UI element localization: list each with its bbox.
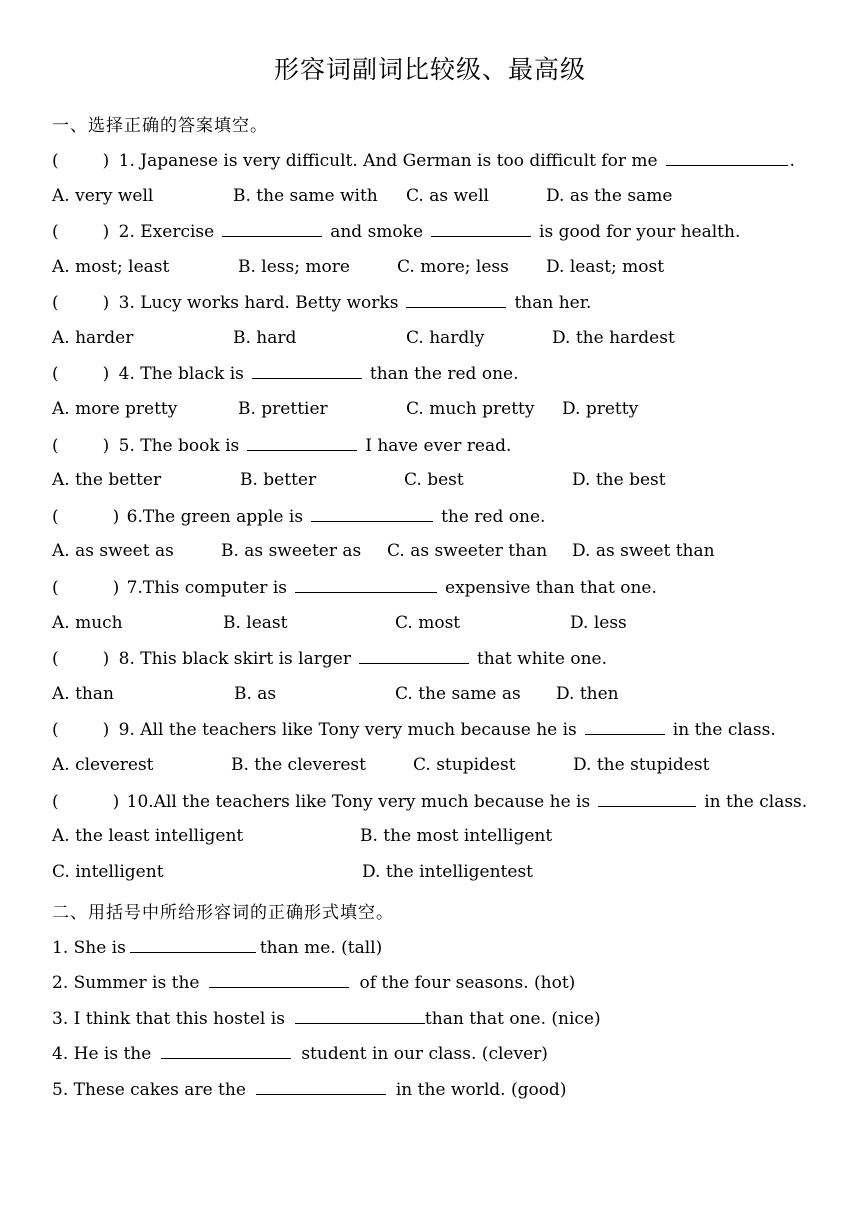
fill-item-2	[52, 971, 575, 994]
fill-item-4-pre: 4. He is the	[52, 1044, 152, 1064]
answer-blank-6[interactable]	[311, 505, 433, 522]
q5-option-d[interactable]: D. the best	[572, 470, 666, 490]
q5-option-a[interactable]: A. the better	[52, 470, 162, 490]
question-4-post: than the red one.	[369, 364, 519, 384]
question-9: ( ) 9. All the teachers like Tony very much because he is in the class.	[52, 720, 776, 740]
question-3-post: than her.	[514, 293, 592, 313]
question-2-post: is good for your health.	[539, 222, 741, 242]
q7-option-b[interactable]: B. least	[223, 613, 288, 633]
q9-option-c[interactable]: C. stupidest	[413, 755, 516, 775]
fill-blank-2[interactable]	[209, 971, 349, 988]
question-7: ( ) 7.This computer is expensive than that one.	[52, 578, 657, 598]
fill-item-5-pre: 5. These cakes are the	[52, 1080, 246, 1100]
question-10: ( ) 10.All the teachers like Tony very much because he is in the class.	[52, 792, 808, 812]
question-2-mid: and smoke	[330, 222, 424, 242]
fill-item-5	[52, 1078, 566, 1101]
q8-option-c[interactable]: C. the same as	[395, 684, 521, 704]
q10-option-d[interactable]: D. the intelligentest	[362, 862, 534, 882]
answer-blank-9[interactable]	[585, 718, 665, 735]
q3-option-b[interactable]: B. hard	[233, 328, 297, 348]
q7-option-d[interactable]: D. less	[570, 613, 627, 633]
question-2-pre: 2. Exercise	[118, 222, 215, 242]
answer-blank-1[interactable]	[666, 149, 788, 166]
question-8-pre: 8. This black skirt is larger	[118, 649, 351, 669]
q2-option-a[interactable]: A. most; least	[52, 257, 170, 277]
fill-blank-3[interactable]	[295, 1007, 425, 1024]
fill-item-4	[52, 1042, 548, 1065]
answer-blank-2b[interactable]	[431, 220, 531, 237]
fill-blank-1[interactable]	[130, 936, 256, 953]
q1-option-b[interactable]: B. the same with	[233, 186, 378, 206]
answer-blank-3[interactable]	[406, 291, 506, 308]
q2-option-d[interactable]: D. least; most	[546, 257, 665, 277]
fill-item-5-post: in the world. (good)	[395, 1080, 567, 1100]
section1-heading: 一、选择正确的答案填空。	[52, 116, 268, 136]
q9-option-b[interactable]: B. the cleverest	[231, 755, 366, 775]
question-2: ( ) 2. Exercise and smoke is good for your health.	[52, 222, 741, 242]
answer-blank-4[interactable]	[252, 362, 362, 379]
question-4-pre: 4. The black is	[118, 364, 244, 384]
question-1-pre: 1. Japanese is very difficult. And German is too difficult for me	[118, 151, 658, 171]
q3-option-a[interactable]: A. harder	[52, 328, 134, 348]
question-6: ( ) 6.The green apple is the red one.	[52, 507, 546, 527]
question-8-post: that white one.	[476, 649, 608, 669]
question-7-post: expensive than that one.	[445, 578, 657, 598]
q6-option-c[interactable]: C. as sweeter than	[387, 541, 548, 561]
q1-option-a[interactable]: A. very well	[52, 186, 154, 206]
question-5-post: I have ever read.	[365, 436, 512, 456]
question-9-post: in the class.	[672, 720, 776, 740]
q9-option-a[interactable]: A. cleverest	[52, 755, 154, 775]
q4-option-d[interactable]: D. pretty	[562, 399, 639, 419]
question-7-pre: 7.This computer is	[126, 578, 288, 598]
answer-blank-5[interactable]	[247, 434, 357, 451]
answer-blank-8[interactable]	[359, 647, 469, 664]
question-5: ( ) 5. The book is I have ever read.	[52, 436, 512, 456]
fill-item-3-post: than that one. (nice)	[424, 1009, 601, 1029]
q10-option-a[interactable]: A. the least intelligent	[52, 826, 244, 846]
q3-option-c[interactable]: C. hardly	[406, 328, 485, 348]
question-9-pre: 9. All the teachers like Tony very much because he is	[118, 720, 577, 740]
fill-item-1-pre: 1. She is	[52, 938, 126, 958]
page-title: 形容词副词比较级、最高级	[273, 55, 586, 84]
q8-option-b[interactable]: B. as	[234, 684, 277, 704]
fill-item-2-pre: 2. Summer is the	[52, 973, 200, 993]
q4-option-a[interactable]: A. more pretty	[52, 399, 178, 419]
q4-option-b[interactable]: B. prettier	[238, 399, 328, 419]
q10-option-b[interactable]: B. the most intelligent	[360, 826, 553, 846]
q6-option-d[interactable]: D. as sweet than	[572, 541, 715, 561]
fill-item-1-post: than me. (tall)	[259, 938, 383, 958]
section2-heading: 二、用括号中所给形容词的正确形式填空。	[52, 903, 394, 923]
answer-blank-2a[interactable]	[222, 220, 322, 237]
question-6-post: the red one.	[441, 507, 546, 527]
question-6-pre: 6.The green apple is	[126, 507, 304, 527]
answer-blank-7[interactable]	[295, 576, 437, 593]
question-4: ( ) 4. The black is than the red one.	[52, 364, 519, 384]
q8-option-a[interactable]: A. than	[52, 684, 114, 704]
question-10-post: in the class.	[704, 792, 808, 812]
fill-item-3	[52, 1007, 601, 1030]
q2-option-c[interactable]: C. more; less	[397, 257, 509, 277]
question-1: ( ) 1. Japanese is very difficult. And German is too difficult for me .	[52, 151, 795, 171]
q5-option-c[interactable]: C. best	[404, 470, 464, 490]
q9-option-d[interactable]: D. the stupidest	[573, 755, 710, 775]
question-3: ( ) 3. Lucy works hard. Betty works than her.	[52, 293, 592, 313]
q7-option-a[interactable]: A. much	[52, 613, 123, 633]
q10-option-c[interactable]: C. intelligent	[52, 862, 164, 882]
q7-option-c[interactable]: C. most	[395, 613, 461, 633]
question-5-pre: 5. The book is	[118, 436, 240, 456]
q1-option-c[interactable]: C. as well	[406, 186, 489, 206]
fill-item-1	[52, 936, 382, 959]
q1-option-d[interactable]: D. as the same	[546, 186, 673, 206]
fill-item-2-post: of the four seasons. (hot)	[359, 973, 576, 993]
question-8: ( ) 8. This black skirt is larger that white one.	[52, 649, 608, 669]
answer-blank-10[interactable]	[598, 790, 696, 807]
fill-item-3-pre: 3. I think that this hostel is	[52, 1009, 285, 1029]
q8-option-d[interactable]: D. then	[556, 684, 619, 704]
fill-blank-5[interactable]	[256, 1078, 386, 1095]
fill-blank-4[interactable]	[161, 1042, 291, 1059]
q5-option-b[interactable]: B. better	[240, 470, 317, 490]
q4-option-c[interactable]: C. much pretty	[406, 399, 535, 419]
q3-option-d[interactable]: D. the hardest	[552, 328, 675, 348]
q2-option-b[interactable]: B. less; more	[238, 257, 350, 277]
q6-option-a[interactable]: A. as sweet as	[52, 541, 174, 561]
question-3-pre: 3. Lucy works hard. Betty works	[118, 293, 399, 313]
question-1-post: .	[789, 151, 795, 171]
q6-option-b[interactable]: B. as sweeter as	[221, 541, 362, 561]
question-10-pre: 10.All the teachers like Tony very much because he is	[126, 792, 591, 812]
fill-item-4-post: student in our class. (clever)	[301, 1044, 548, 1064]
